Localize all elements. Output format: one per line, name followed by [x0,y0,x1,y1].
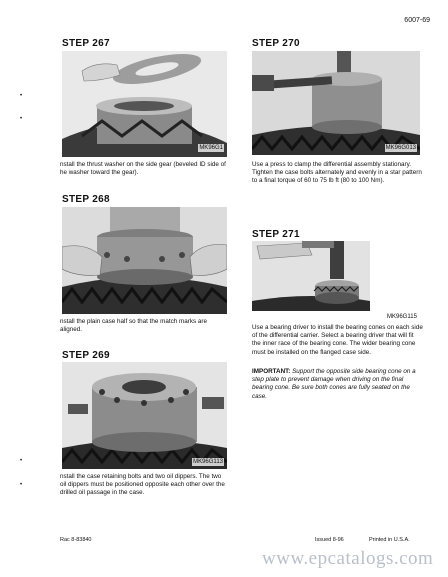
step-268-heading: STEP 268 [62,194,110,205]
important-label: IMPORTANT: [252,368,291,375]
important-text: Support the opposite side bearing cone on a step plate to prevent damage when driving on the final bearing cone. Be sure both cones are fully seated on the case. [252,368,416,400]
step-270-photo [252,51,420,155]
step-268-photo [62,207,227,314]
step-270-caption: Use a press to clamp the differential assembly stationary. Tighten the case bolts alternately and evenly in a star pattern to a final torque of 60 to 75 lb ft (80 to 100 Nm). [252,161,422,185]
margin-bullet: • [20,482,23,488]
footer-doc-number: Rac 8-83840 [60,537,92,543]
step-269-image-code: MK96G113 [193,459,223,465]
step-271-heading: STEP 271 [252,229,300,240]
step-271-caption: Use a bearing driver to install the bearing cones on each side of the differential carrier. Select a bearing driver that will fit the inner race of the bearing cone. The wider bearing cone must be installed on the flanged case side. [252,324,423,356]
step-269-caption: nstall the case retaining bolts and two oil dippers. The two oil dippers must be positioned opposite each other over the drilled oil passage in the case. [60,473,225,497]
margin-bullet: • [20,458,23,464]
footer-printed: Printed in U.S.A. [369,537,410,543]
step-270-heading: STEP 270 [252,38,300,49]
step-267-photo [62,51,227,157]
step-271-important-note [252,368,424,401]
step-271-image-code: MK96G115 [387,314,417,320]
step-270-image-code: MK96G013 [385,145,416,151]
page-number: 6007-69 [404,17,430,24]
footer-issued: Issued 8-96 [315,537,344,543]
watermark-url: www.epcatalogs.com [262,548,434,569]
margin-bullet: • [20,93,23,99]
step-267-image-code: MK96G1 [199,145,223,151]
step-269-heading: STEP 269 [62,350,110,361]
step-267-caption: nstall the thrust washer on the side gear (beveled ID side of he washer toward the gear). [60,161,226,177]
margin-bullet: • [20,116,23,122]
step-269-photo [62,362,227,469]
step-267-heading: STEP 267 [62,38,110,49]
step-271-photo [252,241,370,311]
step-268-caption: nstall the plain case half so that the match marks are aligned. [60,318,208,334]
